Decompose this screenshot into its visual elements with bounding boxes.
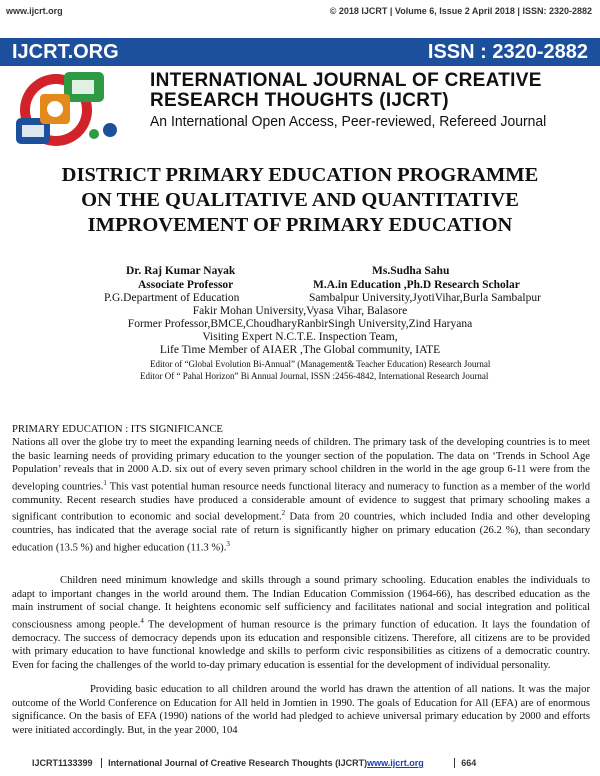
author-editor2: Editor Of “ Pahal Horizon” Bi Annual Journal, ISSN :2456-4842, International Research Journal [140,371,489,381]
page-footer [32,758,476,768]
journal-name-line2: RESEARCH THOUGHTS (IJCRT) [150,90,449,111]
journal-name-line1: INTERNATIONAL JOURNAL OF CREATIVE [150,70,542,91]
author-editor1: Editor of “Global Evolution Bi-Annual” (Management& Teacher Education) Research Journal [150,359,491,369]
paragraph-1: Nations all over the globe try to meet the expanding learning needs of children. The primary task of the developing countries is to meet the basic learning needs of providing primary education to the younger section of the population. The data on ‘Trends in School Age Population’ reveals that in 2000 A.D. six out of every seven primary school children in the world in the age group 6-11 were from the developing countries.$^1$ This vast potential human resource needs functional literacy and numeracy to function as a member of the world community. Recent research studies have produced a considerable amount of evidence to suggest that primary schooling makes a significant contribution to economic and social development.$^2$ Data from 20 countries, which included India and other developing countries, has indicated that the average social rate of return is significantly higher on primary education (26.2 %), than secondary education (13.5 %) and higher education (11.3 %).$^3$ [12,437,591,554]
footer-journal: International Journal of Creative Research Thoughts (IJCRT)www.ijcrt.org [101,758,424,768]
issn-label: ISSN : 2320-2882 [427,41,588,63]
paper-id: IJCRT1133399 [32,758,93,768]
page-number: 664 [454,758,476,768]
issue-info: © 2018 IJCRT | Volume 6, Issue 2 April 2018 | ISSN: 2320-2882 [329,6,592,16]
journal-tagline: An International Open Access, Peer-reviewed, Refereed Journal [150,113,547,130]
page-header [0,0,600,22]
author-visiting: Visiting Expert N.C.T.E. Inspection Team, [202,331,398,343]
author-lifetime: Life Time Member of AIAER ,The Global community, IATE [159,344,441,356]
ijcrt-logo-icon [10,70,134,146]
author1-name: Dr. Raj Kumar Nayak [126,265,236,277]
footnote-ref[interactable]: 3 [226,539,230,548]
author2-degree: M.A.in Education ,Ph.D Research Scholar [313,279,520,291]
journal-link[interactable]: www.ijcrt.org [367,758,424,768]
title-line: IMPROVEMENT OF PRIMARY EDUCATION [87,214,513,236]
journal-banner [0,38,600,66]
author2-affiliation: Sambalpur University,JyotiVihar,Burla Sambalpur [309,292,541,304]
article-title [20,163,580,238]
footnote-ref[interactable]: 2 [281,509,286,518]
title-line: ON THE QUALITATIVE AND QUANTITATIVE [81,189,519,211]
footnote-ref[interactable]: 4 [140,616,144,625]
author-university: Fakir Mohan University,Vyasa Vihar, Balasore [192,305,408,317]
author1-role: Associate Professor [138,279,234,291]
author2-name: Ms.Sudha Sahu [372,265,450,277]
author-former: Former Professor,BMCE,ChoudharyRanbirSingh University,Zind Haryana [127,318,473,330]
paragraph-2: Children need minimum knowledge and skills through a sound primary schooling. Education enables the individuals to adapt to important changes in the world around them. The Indian Education Commission (1964-66), has described education as the main instrument of social change. It heightens economic self sufficiency and facilitates national and social integration and political consciousness among people.$^4$ The development of human resource is the primary function of education. It lays the foundation of democracy. The success of democracy depends upon its education and responsible citizens. Therefore, all citizens are to be provided with primary education to have functional knowledge and skills to perform civic responsibilities as citizens of a democratic country. Even for facing the challenges of the world to-day primary education is essential for the development of individual personality. [12,575,590,671]
paragraph-3: Providing basic education to all children around the world has drawn the attention of all nations. It was the major outcome of the World Conference on Education for All held in Jomtien in 1990. The goals of Education for All (EFA) are of enormous significance. On the basis of EFA (1990) nations of the world had pledged to achieve universal primary education by 2000 and efforts were initiated accordingly. But, in the year 2000, 104 [12,684,590,736]
author1-dept: P.G.Department of Education [104,292,240,304]
footnote-ref[interactable]: 1 [103,478,107,487]
brand-name: IJCRT.ORG [12,41,119,63]
section-heading: PRIMARY EDUCATION : ITS SIGNIFICANCE [12,424,223,435]
title-line: DISTRICT PRIMARY EDUCATION PROGRAMME [61,164,539,186]
site-url[interactable]: www.ijcrt.org [6,6,63,16]
